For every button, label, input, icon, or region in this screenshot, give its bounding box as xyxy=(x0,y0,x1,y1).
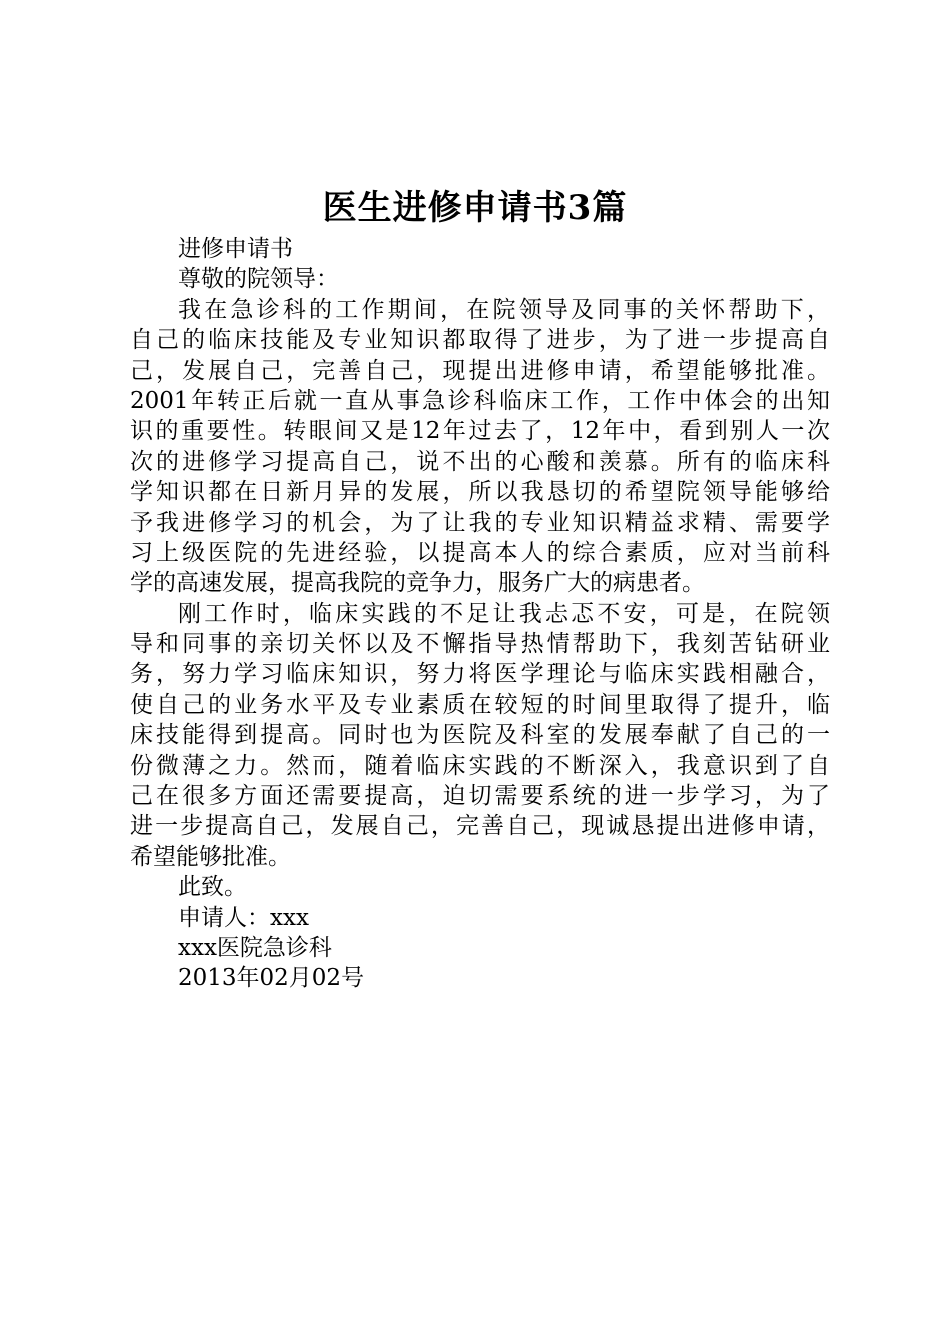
subtitle-line: 进修申请书 xyxy=(178,236,293,262)
paragraph-line: 识的重要性。转眼间又是12年过去了，12年中，看到别人一次 xyxy=(130,418,830,445)
paragraph-line: 学的高速发展，提高我院的竞争力，服务广大的病患者。 xyxy=(130,570,705,597)
paragraph-line: 进一步提高自己，发展自己，完善自己，现诚恳提出进修申请， xyxy=(130,813,830,840)
paragraph-line: 2001年转正后就一直从事急诊科临床工作，工作中体会的出知 xyxy=(130,387,830,414)
paragraph-line: 习上级医院的先进经验，以提高本人的综合素质，应对当前科 xyxy=(130,539,830,566)
document-body xyxy=(130,234,830,994)
paragraph-line: 己在很多方面还需要提高，迫切需要系统的进一步学习，为了 xyxy=(130,783,830,810)
paragraph-line: 希望能够批准。 xyxy=(130,843,291,870)
paragraph-line: 自己的临床技能及专业知识都取得了进步，为了进一步提高自 xyxy=(130,327,830,354)
paragraph-line: 务，努力学习临床知识，努力将医学理论与临床实践相融合， xyxy=(130,661,830,688)
paragraph-line: 己，发展自己，完善自己，现提出进修申请，希望能够批准。 xyxy=(130,357,830,384)
applicant-line: 申请人：xxx xyxy=(178,904,309,931)
salutation-line: 尊敬的院领导： xyxy=(178,266,339,293)
date-line: 2013年02月02号 xyxy=(178,965,365,992)
department-line: xxx医院急诊科 xyxy=(178,934,332,961)
paragraph-line: 次的进修学习提高自己，说不出的心酸和羡慕。所有的临床科 xyxy=(130,448,830,475)
document-title: 医生进修申请书3篇 xyxy=(322,188,628,228)
paragraph-line: 床技能得到提高。同时也为医院及科室的发展奉献了自己的一 xyxy=(130,722,830,749)
paragraph-line: 我在急诊科的工作期间，在院领导及同事的关怀帮助下， xyxy=(178,296,830,323)
paragraph-line: 予我进修学习的机会，为了让我的专业知识精益求精、需要学 xyxy=(130,509,830,536)
paragraph-line: 份微薄之力。然而，随着临床实践的不断深入，我意识到了自 xyxy=(130,752,830,779)
closing-line: 此致。 xyxy=(178,874,247,901)
paragraph-line: 使自己的业务水平及专业素质在较短的时间里取得了提升，临 xyxy=(130,691,830,718)
paragraph-line: 学知识都在日新月异的发展，所以我恳切的希望院领导能够给 xyxy=(130,479,830,506)
paragraph-line: 刚工作时，临床实践的不足让我忐忑不安，可是，在院领 xyxy=(178,600,830,627)
paragraph-line: 导和同事的亲切关怀以及不懈指导热情帮助下，我刻苦钻研业 xyxy=(130,631,830,658)
